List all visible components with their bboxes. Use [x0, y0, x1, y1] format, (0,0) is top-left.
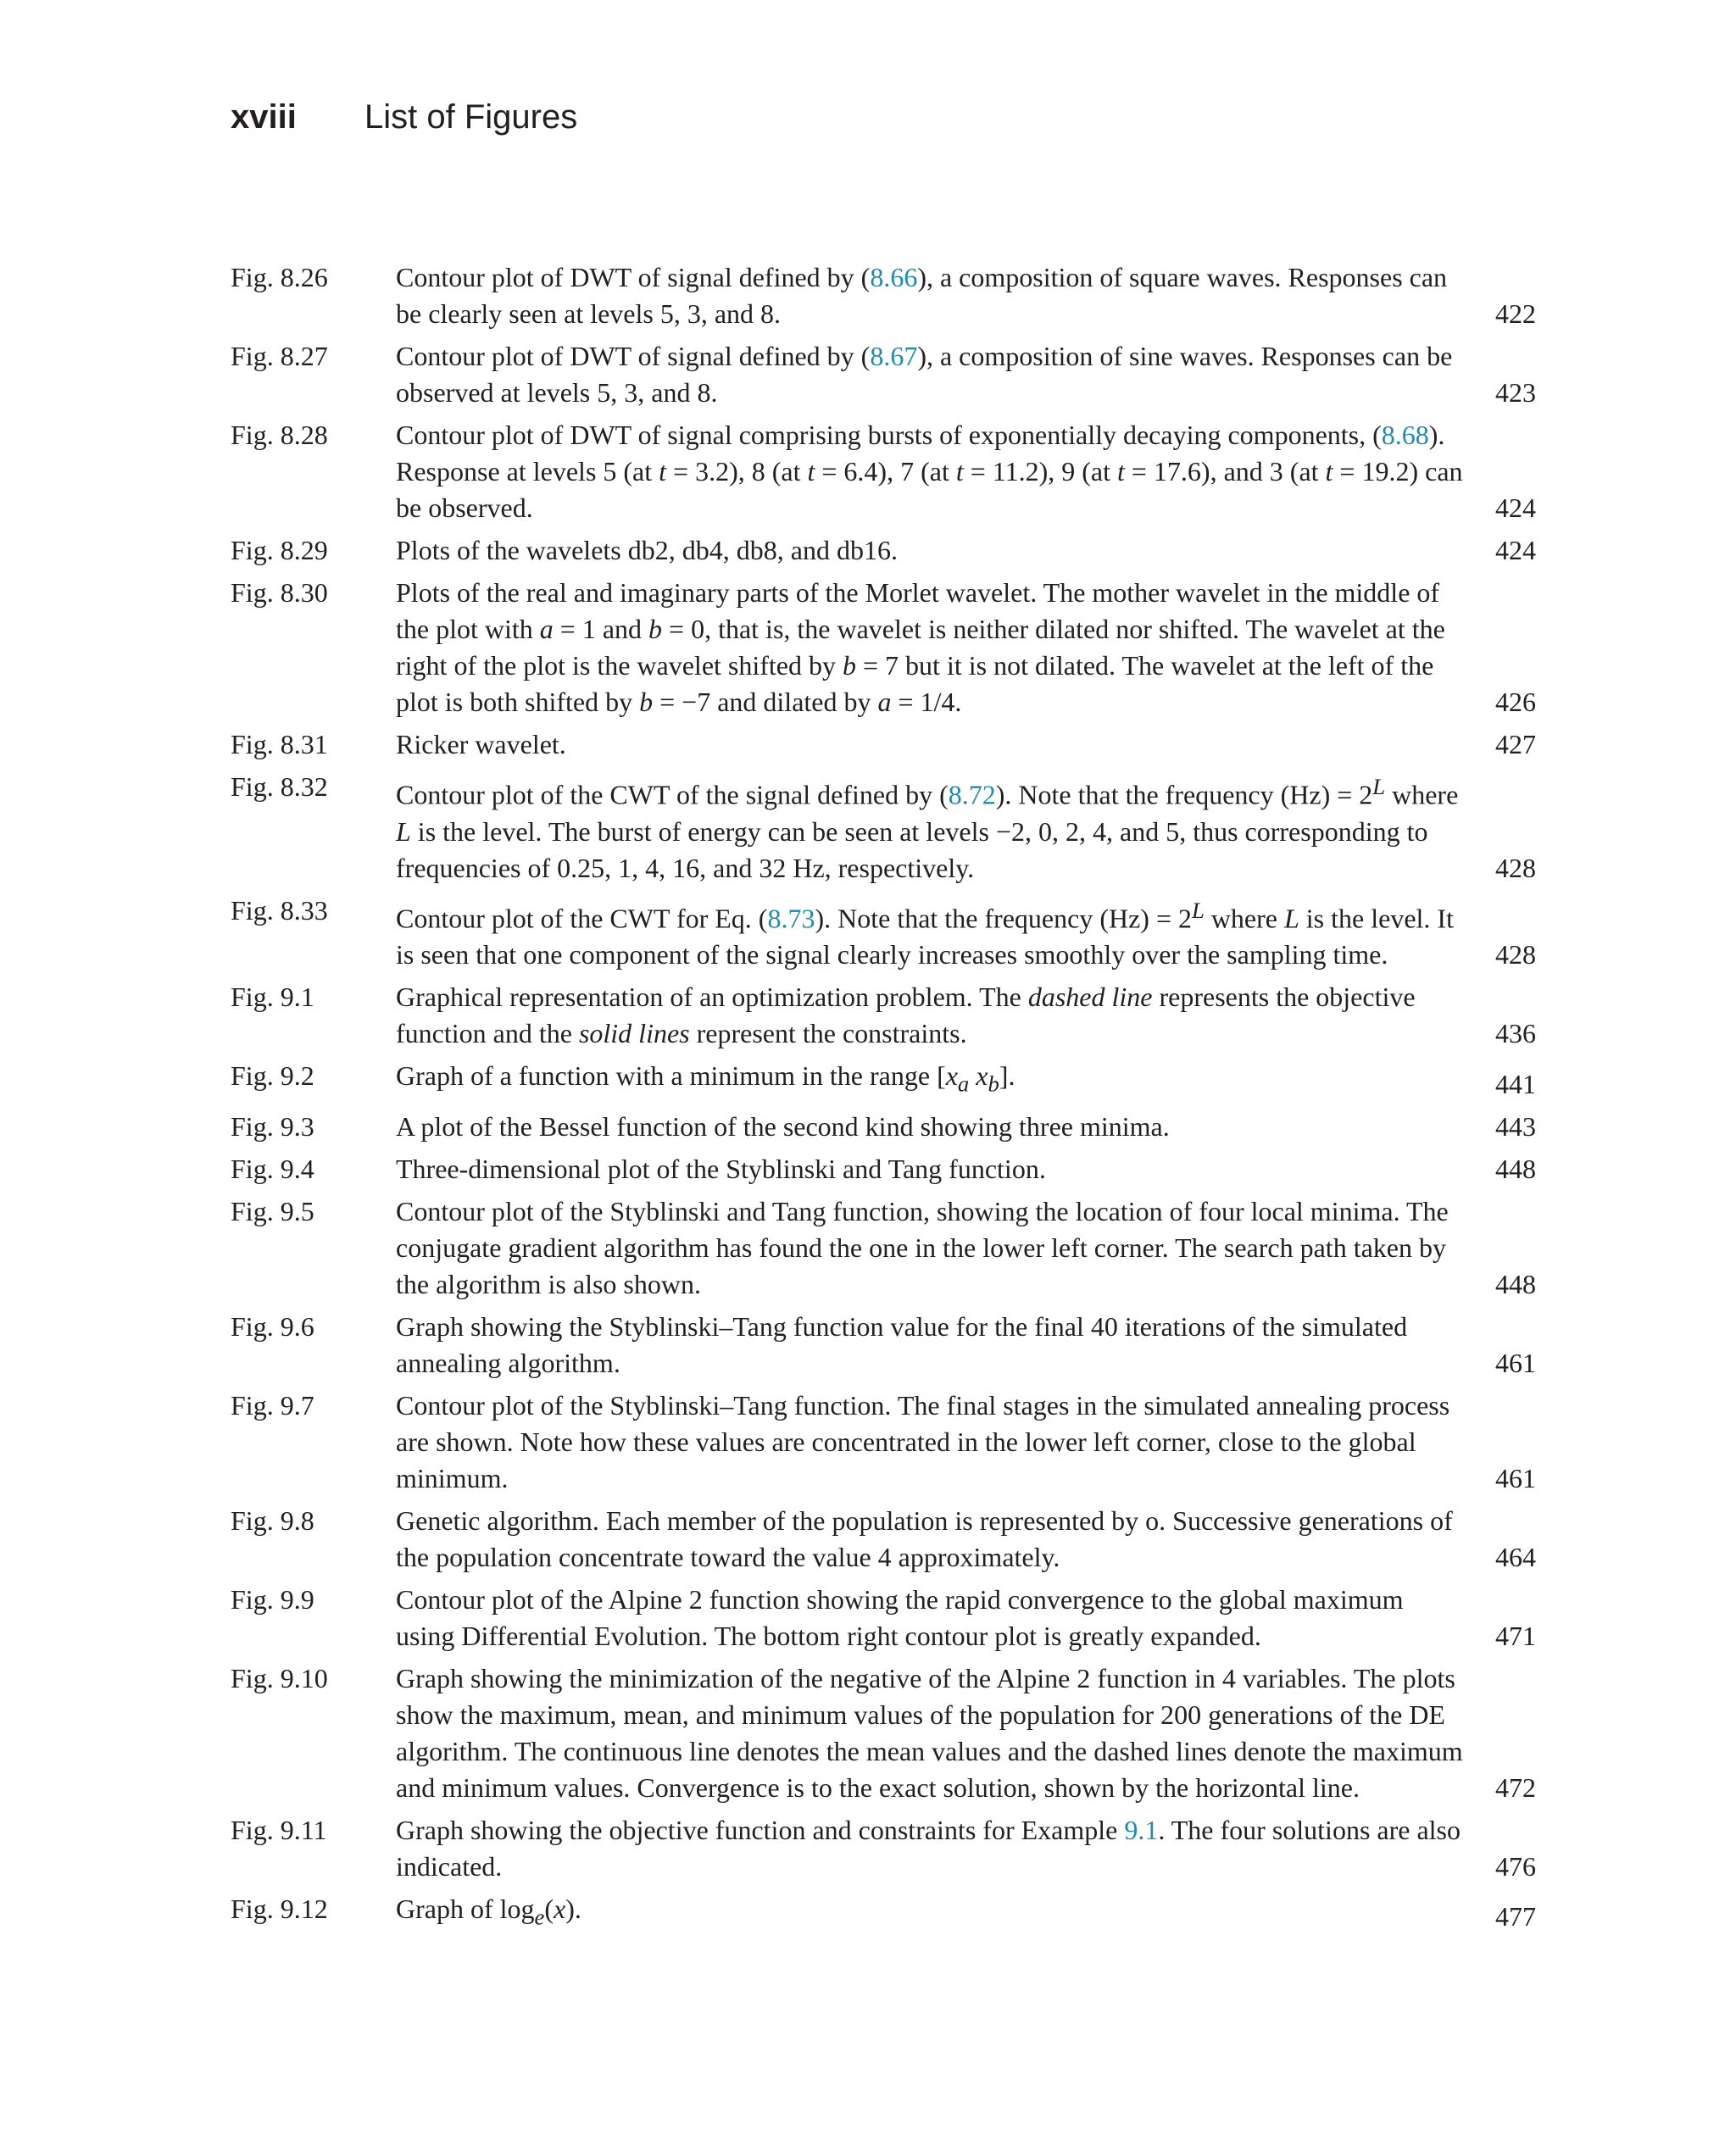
figure-label: Fig. 9.1 [231, 982, 314, 1013]
caption-text: ), a composition of sine waves. Responses can be observed at levels 5, 3, and 8. [396, 341, 1453, 408]
caption-text: is the level. The burst of energy can be seen at levels −2, 0, 2, 4, and 5, thus corresponding to frequencies of 0.25, 1, 4, 16, and 32 Hz, respectively. [396, 815, 1428, 883]
figure-entry [231, 1582, 1536, 1654]
figure-caption [396, 417, 1472, 526]
caption-text: Graphical representation of an optimization problem. The [396, 982, 1028, 1013]
caption-text: Plots of the wavelets db2, db4, db8, and db16. [396, 535, 898, 565]
figure-label: Fig. 9.5 [231, 1195, 314, 1226]
figure-caption [396, 338, 1472, 411]
figure-caption [396, 1109, 1472, 1145]
caption-text: Contour plot of the CWT for Eq. ( [396, 903, 768, 934]
cross-reference-link[interactable]: 8.67 [870, 341, 918, 371]
figure-page-number: 461 [1495, 1462, 1536, 1493]
italic-text: L [396, 815, 411, 847]
figure-caption [396, 1387, 1472, 1497]
figure-entry [231, 769, 1536, 887]
figure-page-number: 471 [1495, 1620, 1536, 1651]
caption-text: Contour plot of the Styblinski and Tang function, showing the location of four local minima. The conjugate gradient algorithm has found the one in the lower left corner. The search path taken by the algorithm is also shown. [396, 1195, 1449, 1299]
cross-reference-link[interactable]: 9.1 [1124, 1814, 1159, 1845]
figure-label: Fig. 8.31 [231, 729, 328, 759]
figure-entry [231, 1193, 1536, 1303]
figure-label: Fig. 8.30 [231, 577, 328, 608]
figure-caption [396, 1660, 1472, 1806]
italic-text: dashed line [1027, 982, 1153, 1013]
caption-text: Graph showing the objective function and constraints for Example [396, 1814, 1125, 1845]
caption-text: Plots of the real and imaginary parts of the Morlet wavelet. The mother wavelet in the middle of the plot with [396, 577, 1440, 644]
figure-entry [231, 338, 1536, 411]
running-head [231, 93, 577, 141]
figure-caption [396, 1058, 1472, 1102]
figure-page-number: 423 [1495, 377, 1536, 408]
figure-page-number: 477 [1495, 1901, 1536, 1932]
italic-text: x [976, 1060, 988, 1092]
caption-text: Graph showing the minimization of the negative of the Alpine 2 function in 4 variables. The plots show the maximum, mean, and minimum values of the population for 200 generations of the DE algorithm. The continuous line denotes the mean values and the dashed lines denote the maximum and minimum values. Convergence is to the exact solution, shown by the horizontal line. [396, 1662, 1463, 1803]
caption-text: ]. [999, 1060, 1015, 1092]
italic-text: x [554, 1893, 566, 1924]
cross-reference-link[interactable]: 8.68 [1381, 420, 1429, 450]
italic-text: a [539, 614, 554, 644]
caption-text: Contour plot of DWT of signal defined by ( [396, 262, 871, 292]
caption-text: represents the objective function and the [396, 982, 1416, 1049]
figure-caption [396, 1503, 1472, 1576]
italic-text: L [1283, 903, 1299, 934]
figure-label: Fig. 9.8 [231, 1504, 314, 1536]
caption-text: where [1385, 779, 1459, 810]
figure-caption [396, 769, 1472, 887]
figure-page-number: 464 [1495, 1541, 1536, 1572]
figure-entry [231, 979, 1536, 1052]
caption-text: = 17.6), and 3 (at [1124, 456, 1326, 487]
cross-reference-link[interactable]: 8.73 [767, 903, 815, 934]
caption-text: ). Note that the frequency (Hz) = 2 [995, 779, 1373, 810]
figure-label: Fig. 9.10 [231, 1662, 328, 1693]
caption-text: = 7 but it is not dilated. The wavelet at the left of the plot is both shifted by [396, 650, 1434, 717]
caption-text: Three-dimensional plot of the Styblinski and Tang function. [396, 1153, 1046, 1184]
italic-text: a [877, 687, 892, 717]
caption-text: Contour plot of DWT of signal defined by ( [396, 341, 871, 371]
caption-text: ), a composition of square waves. Responses can be clearly seen at levels 5, 3, and 8. [396, 262, 1448, 329]
figure-entry [231, 1660, 1536, 1806]
figure-entry [231, 1151, 1536, 1187]
figure-page-number: 448 [1495, 1153, 1536, 1184]
figure-label: Fig. 9.11 [231, 1814, 327, 1845]
figure-label: Fig. 9.3 [231, 1110, 314, 1142]
italic-text: b [639, 687, 654, 717]
page-title: List of Figures [364, 98, 578, 136]
caption-text: represent the constraints. [689, 1018, 967, 1049]
list-of-figures [231, 259, 1536, 1941]
figure-entry [231, 1387, 1536, 1497]
figure-entry [231, 259, 1536, 332]
caption-text: Genetic algorithm. Each member of the population is represented by o. Successive generations of the population concentrate toward the value 4 approximately. [396, 1504, 1453, 1572]
figure-label: Fig. 9.6 [231, 1310, 314, 1342]
figure-caption [396, 1151, 1472, 1187]
figure-entry [231, 532, 1536, 569]
math-subscript: a [957, 1070, 970, 1097]
caption-text: = 1 and [553, 614, 649, 644]
caption-text: = 19.2) can be observed. [396, 456, 1463, 523]
caption-text: = 11.2), 9 (at [963, 456, 1117, 487]
caption-text: Ricker wavelet. [396, 729, 566, 759]
italic-text: t [807, 456, 815, 487]
caption-text: ). [565, 1893, 581, 1924]
italic-text: b [648, 614, 663, 644]
italic-text: solid lines [578, 1018, 690, 1049]
figure-caption [396, 1891, 1472, 1935]
cross-reference-link[interactable]: 8.66 [870, 262, 918, 292]
caption-text: Contour plot of DWT of signal comprising bursts of exponentially decaying components, ( [396, 420, 1382, 450]
figure-label: Fig. 9.4 [231, 1153, 314, 1184]
figure-entry [231, 417, 1536, 526]
figure-entry [231, 1058, 1536, 1102]
figure-page-number: 428 [1495, 939, 1536, 970]
figure-label: Fig. 9.9 [231, 1583, 314, 1615]
figure-page-number: 448 [1495, 1268, 1536, 1299]
italic-text: t [1116, 456, 1125, 487]
caption-text: Graph showing the Styblinski–Tang function value for the final 40 iterations of the simulated annealing algorithm. [396, 1310, 1408, 1378]
figure-entry [231, 893, 1536, 974]
math-superscript: L [1191, 897, 1205, 923]
figure-page-number: 461 [1495, 1347, 1536, 1378]
figure-caption [396, 1309, 1472, 1382]
figure-page-number: 436 [1495, 1018, 1536, 1049]
figure-label: Fig. 9.12 [231, 1893, 328, 1924]
italic-text: t [955, 456, 964, 487]
caption-text: A plot of the Bessel function of the second kind showing three minima. [396, 1110, 1170, 1142]
caption-text: Graph of log [396, 1893, 535, 1924]
caption-text: ). Response at levels 5 (at [396, 420, 1445, 487]
figure-label: Fig. 8.29 [231, 535, 328, 565]
caption-text: is the level. It is seen that one component of the signal clearly increases smoothly over the sampling time. [396, 903, 1454, 970]
figure-entry [231, 1309, 1536, 1382]
math-subscript: e [534, 1904, 545, 1930]
caption-text: Contour plot of the Alpine 2 function showing the rapid convergence to the global maximum using Differential Evolution. The bottom right contour plot is greatly expanded. [396, 1583, 1404, 1651]
italic-text: t [1325, 456, 1333, 487]
caption-text: where [1204, 903, 1284, 934]
figure-caption [396, 575, 1472, 720]
figure-page-number: 441 [1495, 1068, 1536, 1099]
caption-text: ( [544, 1893, 554, 1924]
figure-page-number: 443 [1495, 1110, 1536, 1142]
figure-page-number: 428 [1495, 852, 1536, 883]
caption-text: = −7 and dilated by [653, 687, 878, 717]
figure-caption [396, 893, 1472, 974]
figure-label: Fig. 8.33 [231, 894, 328, 926]
figure-label: Fig. 8.28 [231, 420, 328, 450]
figure-entry [231, 575, 1536, 720]
figure-label: Fig. 8.27 [231, 341, 328, 371]
caption-text: Graph of a function with a minimum in the range [ [396, 1060, 946, 1092]
figure-entry [231, 1503, 1536, 1576]
figure-label: Fig. 8.32 [231, 771, 328, 802]
italic-text: t [659, 456, 667, 487]
italic-text: x [945, 1060, 958, 1092]
page-number: xviii [231, 98, 297, 136]
figure-entry [231, 1891, 1536, 1935]
caption-text: Contour plot of the CWT of the signal defined by ( [396, 779, 949, 810]
figure-page-number: 472 [1495, 1771, 1536, 1803]
figure-entry [231, 1109, 1536, 1145]
caption-text: Contour plot of the Styblinski–Tang function. The final stages in the simulated annealing process are shown. Note how these values are concentrated in the lower left corner, close to the global minimum. [396, 1389, 1450, 1493]
figure-label: Fig. 8.26 [231, 262, 328, 292]
caption-text: = 6.4), 7 (at [815, 456, 956, 487]
caption-text: = 1/4. [891, 687, 962, 717]
figure-entry [231, 1812, 1536, 1885]
figure-entry [231, 726, 1536, 763]
math-subscript: b [988, 1070, 999, 1097]
figure-label: Fig. 9.2 [231, 1060, 314, 1092]
figure-label: Fig. 9.7 [231, 1389, 314, 1421]
figure-caption [396, 259, 1472, 332]
figure-page-number: 424 [1495, 535, 1536, 565]
figure-caption [396, 532, 1472, 569]
figure-page-number: 476 [1495, 1850, 1536, 1882]
italic-text: b [843, 650, 856, 681]
cross-reference-link[interactable]: 8.72 [948, 779, 996, 810]
figure-page-number: 422 [1495, 298, 1536, 329]
caption-text: = 0, that is, the wavelet is neither dilated nor shifted. The wavelet at the right of the plot is the wavelet shifted by [396, 614, 1445, 681]
caption-text: = 3.2), 8 (at [666, 456, 808, 487]
figure-caption [396, 1193, 1472, 1303]
figure-caption [396, 1582, 1472, 1654]
caption-text: . The four solutions are also indicated. [396, 1814, 1461, 1882]
figure-caption [396, 1812, 1472, 1885]
figure-page-number: 424 [1495, 492, 1536, 523]
figure-page-number: 427 [1495, 729, 1536, 759]
figure-page-number: 426 [1495, 687, 1536, 717]
figure-caption [396, 726, 1472, 763]
math-superscript: L [1372, 774, 1386, 799]
figure-caption [396, 979, 1472, 1052]
caption-text: ). Note that the frequency (Hz) = 2 [815, 903, 1192, 934]
